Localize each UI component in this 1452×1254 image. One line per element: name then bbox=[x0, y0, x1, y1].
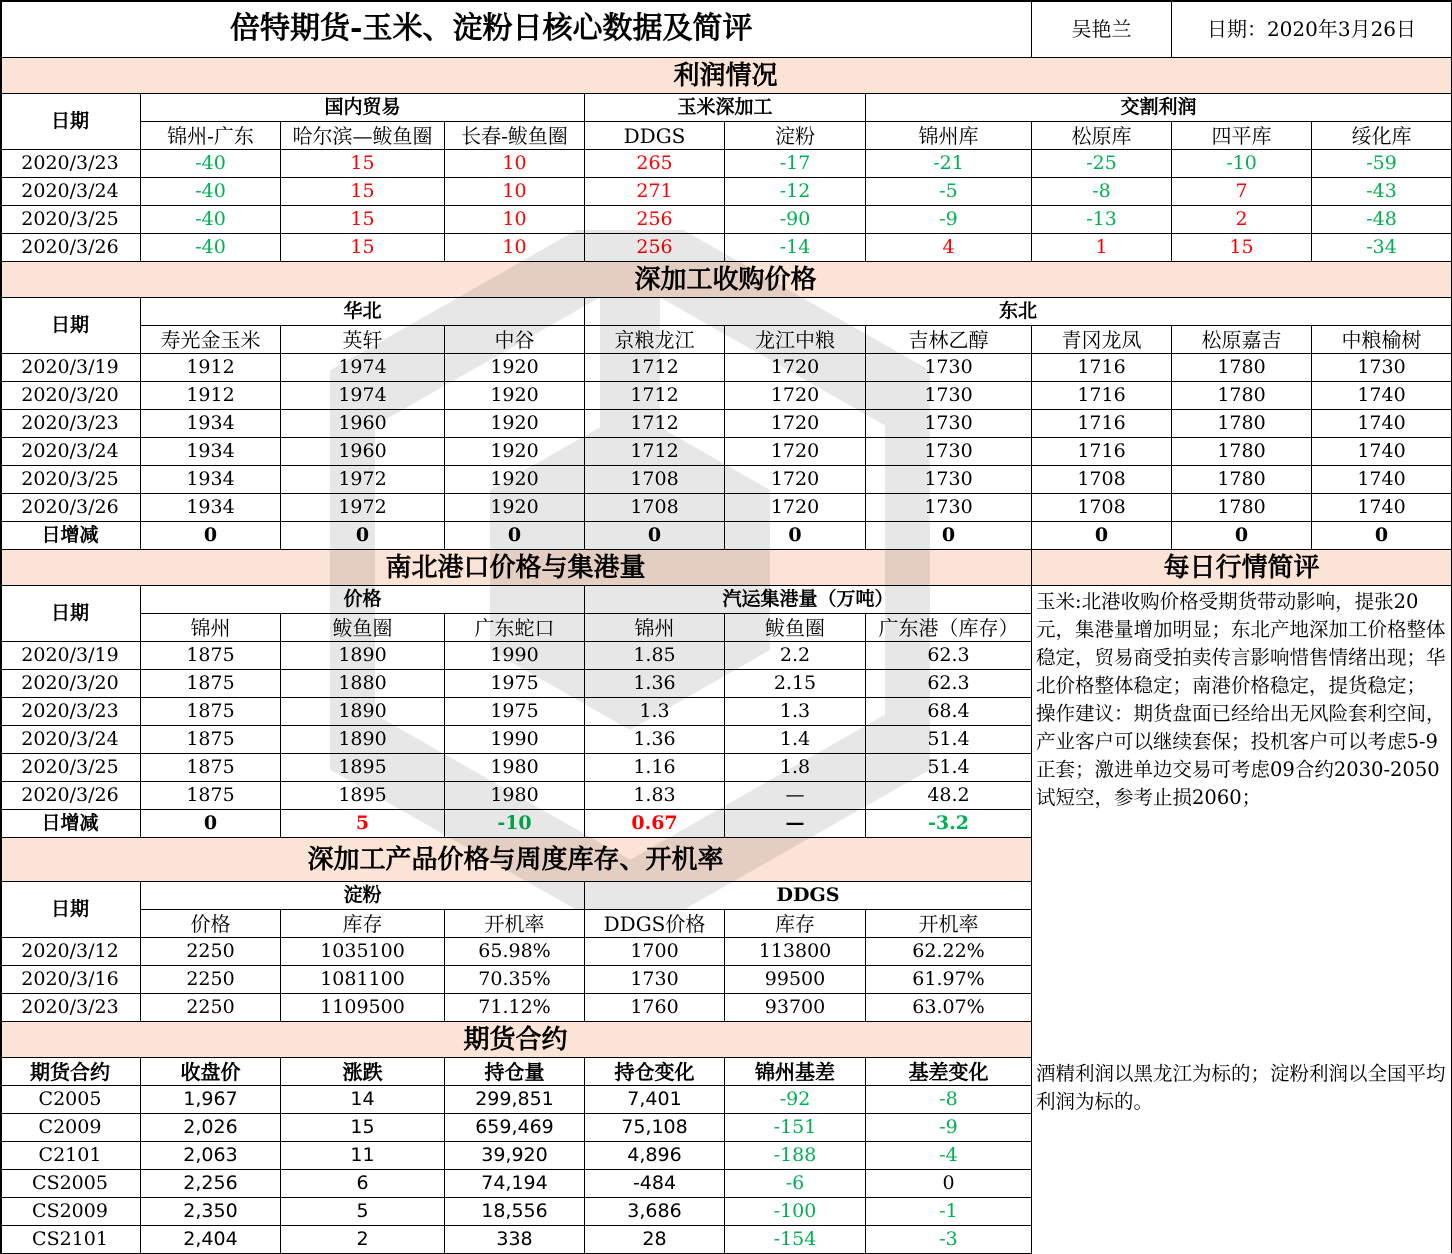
column-header: 青冈龙凤 bbox=[1032, 326, 1172, 354]
table-cell: -6 bbox=[725, 1170, 866, 1198]
table-cell: 1740 bbox=[1312, 494, 1452, 522]
table-cell: 1730 bbox=[866, 382, 1032, 410]
change-cell: -10 bbox=[445, 810, 585, 838]
table-cell: 1730 bbox=[585, 966, 725, 994]
table-cell: 1895 bbox=[281, 754, 445, 782]
table-cell: 1975 bbox=[445, 698, 585, 726]
group-header: 东北 bbox=[585, 298, 1452, 326]
table-cell: -59 bbox=[1312, 150, 1452, 178]
table-cell: 1708 bbox=[1032, 494, 1172, 522]
column-header: 松原嘉吉 bbox=[1172, 326, 1312, 354]
table-cell: 1109500 bbox=[281, 994, 445, 1022]
date-header: 日期 bbox=[0, 298, 141, 354]
table-cell: 1920 bbox=[445, 438, 585, 466]
table-cell: -9 bbox=[866, 206, 1032, 234]
table-cell: -12 bbox=[725, 178, 866, 206]
table-cell: -3 bbox=[866, 1226, 1032, 1254]
table-cell: 63.07% bbox=[866, 994, 1032, 1022]
table-cell: 15 bbox=[281, 234, 445, 262]
column-header: 广东港（库存） bbox=[866, 614, 1032, 642]
table-cell: -5 bbox=[866, 178, 1032, 206]
table-cell: -484 bbox=[585, 1170, 725, 1198]
table-cell: 1720 bbox=[725, 494, 866, 522]
row-date: 2020/3/16 bbox=[0, 966, 141, 994]
column-header: 长春-鲅鱼圈 bbox=[445, 122, 585, 150]
table-cell: 1720 bbox=[725, 382, 866, 410]
table-cell: 265 bbox=[585, 150, 725, 178]
contract-name: CS2005 bbox=[0, 1170, 141, 1198]
table-cell: -151 bbox=[725, 1114, 866, 1142]
table-cell: 1.36 bbox=[585, 670, 725, 698]
table-cell: 28 bbox=[585, 1226, 725, 1254]
column-header: 锦州 bbox=[141, 614, 281, 642]
column-header: 持仓量 bbox=[445, 1058, 585, 1086]
section-title-commentary: 每日行情简评 bbox=[1032, 550, 1452, 586]
table-cell: 18,556 bbox=[445, 1198, 585, 1226]
table-cell: 1708 bbox=[1032, 466, 1172, 494]
row-date: 2020/3/26 bbox=[0, 494, 141, 522]
table-cell: 2 bbox=[281, 1226, 445, 1254]
row-date: 2020/3/23 bbox=[0, 698, 141, 726]
section-title-purchase: 深加工收购价格 bbox=[0, 262, 1452, 298]
report-date: 日期：2020年3月26日 bbox=[1172, 0, 1452, 58]
change-cell: 5 bbox=[281, 810, 445, 838]
table-cell: 62.3 bbox=[866, 670, 1032, 698]
column-header: 基差变化 bbox=[866, 1058, 1032, 1086]
table-cell: 15 bbox=[281, 150, 445, 178]
table-cell: 1875 bbox=[141, 698, 281, 726]
table-cell: -40 bbox=[141, 150, 281, 178]
row-date: 2020/3/26 bbox=[0, 782, 141, 810]
table-cell: -188 bbox=[725, 1142, 866, 1170]
table-cell: 2.2 bbox=[725, 642, 866, 670]
table-cell: 1730 bbox=[866, 410, 1032, 438]
table-cell: 1.8 bbox=[725, 754, 866, 782]
row-date: 2020/3/19 bbox=[0, 354, 141, 382]
table-cell: 93700 bbox=[725, 994, 866, 1022]
date-header: 日期 bbox=[0, 586, 141, 642]
table-cell: 1912 bbox=[141, 354, 281, 382]
table-cell: 61.97% bbox=[866, 966, 1032, 994]
table-cell: 1912 bbox=[141, 382, 281, 410]
change-cell: 0 bbox=[445, 522, 585, 550]
table-cell: 1730 bbox=[866, 354, 1032, 382]
contract-name: CS2009 bbox=[0, 1198, 141, 1226]
section-title-port: 南北港口价格与集港量 bbox=[0, 550, 1032, 586]
group-header: 华北 bbox=[141, 298, 585, 326]
table-cell: 75,108 bbox=[585, 1114, 725, 1142]
date-header: 日期 bbox=[0, 882, 141, 938]
table-cell: 1.3 bbox=[725, 698, 866, 726]
column-header: 龙江中粮 bbox=[725, 326, 866, 354]
table-cell: 1712 bbox=[585, 382, 725, 410]
table-cell: -90 bbox=[725, 206, 866, 234]
table-cell: 14 bbox=[281, 1086, 445, 1114]
table-cell: 7,401 bbox=[585, 1086, 725, 1114]
table-cell: 2,404 bbox=[141, 1226, 281, 1254]
row-date: 2020/3/23 bbox=[0, 994, 141, 1022]
table-cell: 1780 bbox=[1172, 382, 1312, 410]
table-cell: 15 bbox=[281, 178, 445, 206]
column-header: 英轩 bbox=[281, 326, 445, 354]
table-cell: 1720 bbox=[725, 410, 866, 438]
section-title-products: 深加工产品价格与周度库存、开机率 bbox=[0, 838, 1032, 882]
table-cell: 1035100 bbox=[281, 938, 445, 966]
table-cell: -25 bbox=[1032, 150, 1172, 178]
table-cell: 0 bbox=[866, 1170, 1032, 1198]
table-cell: 1934 bbox=[141, 438, 281, 466]
table-cell: 1730 bbox=[866, 494, 1032, 522]
column-header: 中粮榆树 bbox=[1312, 326, 1452, 354]
row-date: 2020/3/23 bbox=[0, 410, 141, 438]
table-cell: 10 bbox=[445, 178, 585, 206]
column-header: 锦州基差 bbox=[725, 1058, 866, 1086]
table-cell: 1.16 bbox=[585, 754, 725, 782]
column-header: 涨跌 bbox=[281, 1058, 445, 1086]
table-cell: 1974 bbox=[281, 382, 445, 410]
column-header: 中谷 bbox=[445, 326, 585, 354]
table-cell: 15 bbox=[281, 1114, 445, 1142]
column-header: 期货合约 bbox=[0, 1058, 141, 1086]
table-cell: 113800 bbox=[725, 938, 866, 966]
group-header: 国内贸易 bbox=[141, 94, 585, 122]
table-cell: 1920 bbox=[445, 466, 585, 494]
change-cell: 0 bbox=[1172, 522, 1312, 550]
table-cell: 1720 bbox=[725, 466, 866, 494]
table-cell: 1730 bbox=[866, 438, 1032, 466]
table-cell: -10 bbox=[1172, 150, 1312, 178]
table-cell: -40 bbox=[141, 206, 281, 234]
change-cell: 0 bbox=[1312, 522, 1452, 550]
table-cell: -21 bbox=[866, 150, 1032, 178]
row-date: 2020/3/26 bbox=[0, 234, 141, 262]
table-cell: -8 bbox=[1032, 178, 1172, 206]
table-cell: 71.12% bbox=[445, 994, 585, 1022]
column-header: 鲅鱼圈 bbox=[725, 614, 866, 642]
table-cell: 1780 bbox=[1172, 410, 1312, 438]
table-cell: 2250 bbox=[141, 966, 281, 994]
table-cell: 4,896 bbox=[585, 1142, 725, 1170]
table-cell: 10 bbox=[445, 234, 585, 262]
table-cell: 4 bbox=[866, 234, 1032, 262]
column-header: 锦州库 bbox=[866, 122, 1032, 150]
table-cell: 10 bbox=[445, 150, 585, 178]
column-header: DDGS bbox=[585, 122, 725, 150]
table-cell: 1972 bbox=[281, 466, 445, 494]
table-cell: 1081100 bbox=[281, 966, 445, 994]
row-date: 2020/3/25 bbox=[0, 206, 141, 234]
table-cell: 1920 bbox=[445, 382, 585, 410]
table-cell: 1.85 bbox=[585, 642, 725, 670]
table-cell: 1730 bbox=[866, 466, 1032, 494]
table-cell: 2,350 bbox=[141, 1198, 281, 1226]
table-cell: -8 bbox=[866, 1086, 1032, 1114]
table-cell: 1980 bbox=[445, 754, 585, 782]
table-cell: 1974 bbox=[281, 354, 445, 382]
row-date: 2020/3/20 bbox=[0, 670, 141, 698]
change-cell: -3.2 bbox=[866, 810, 1032, 838]
table-cell: 1934 bbox=[141, 494, 281, 522]
table-cell: 659,469 bbox=[445, 1114, 585, 1142]
commentary-text: 玉米:北港收购价格受期货带动影响，提张20元，集港量增加明显；东北产地深加工价格整体稳定，贸易商受拍卖传言影响惜售情绪出现；华北价格整体稳定；南港价格稳定，提货稳定； 操作建议：期货盘面已经给出无风险套利空间，产业客户可以继续套保；投机客户可以考虑5-9正套；激进单边交易可考虑09合约2030-2050试短空，参考止损2060； bbox=[1036, 590, 1446, 809]
change-cell: 0 bbox=[866, 522, 1032, 550]
table-cell: -14 bbox=[725, 234, 866, 262]
column-header: 鲅鱼圈 bbox=[281, 614, 445, 642]
table-cell: 2,063 bbox=[141, 1142, 281, 1170]
table-cell: 51.4 bbox=[866, 726, 1032, 754]
contract-name: C2009 bbox=[0, 1114, 141, 1142]
section-title-futures: 期货合约 bbox=[0, 1022, 1032, 1058]
table-cell: -92 bbox=[725, 1086, 866, 1114]
table-cell: 2250 bbox=[141, 994, 281, 1022]
table-cell: 1960 bbox=[281, 438, 445, 466]
row-date: 2020/3/24 bbox=[0, 438, 141, 466]
group-header: 淀粉 bbox=[141, 882, 585, 910]
table-cell: 1980 bbox=[445, 782, 585, 810]
table-cell: 2.15 bbox=[725, 670, 866, 698]
table-cell: 1780 bbox=[1172, 466, 1312, 494]
report-title: 倍特期货-玉米、淀粉日核心数据及简评 bbox=[0, 0, 1032, 58]
table-cell: 1875 bbox=[141, 726, 281, 754]
table-cell: 1708 bbox=[585, 494, 725, 522]
column-header: 淀粉 bbox=[725, 122, 866, 150]
change-cell: 0 bbox=[1032, 522, 1172, 550]
table-cell: 1875 bbox=[141, 670, 281, 698]
table-cell: 6 bbox=[281, 1170, 445, 1198]
table-cell: 62.22% bbox=[866, 938, 1032, 966]
table-cell: 1720 bbox=[725, 438, 866, 466]
table-cell: -34 bbox=[1312, 234, 1452, 262]
date-header: 日期 bbox=[0, 94, 141, 150]
contract-name: C2005 bbox=[0, 1086, 141, 1114]
table-cell: 1716 bbox=[1032, 354, 1172, 382]
change-cell: — bbox=[725, 810, 866, 838]
column-header: 库存 bbox=[725, 910, 866, 938]
change-label: 日增减 bbox=[0, 522, 141, 550]
table-cell: 338 bbox=[445, 1226, 585, 1254]
table-cell: 1780 bbox=[1172, 438, 1312, 466]
table-cell: 1880 bbox=[281, 670, 445, 698]
table-cell: 39,920 bbox=[445, 1142, 585, 1170]
column-header: 吉林乙醇 bbox=[866, 326, 1032, 354]
table-cell: 1,967 bbox=[141, 1086, 281, 1114]
table-cell: 1990 bbox=[445, 726, 585, 754]
table-cell: 1730 bbox=[1312, 354, 1452, 382]
section-title-profit: 利润情况 bbox=[0, 58, 1452, 94]
column-header: DDGS价格 bbox=[585, 910, 725, 938]
table-cell: 1.3 bbox=[585, 698, 725, 726]
table-cell: 3,686 bbox=[585, 1198, 725, 1226]
footnote-text: 酒精利润以黑龙江为标的；淀粉利润以全国平均利润为标的。 bbox=[1032, 1058, 1452, 1253]
table-cell: 15 bbox=[1172, 234, 1312, 262]
table-cell: 1890 bbox=[281, 642, 445, 670]
table-cell: -40 bbox=[141, 234, 281, 262]
table-cell: 1920 bbox=[445, 354, 585, 382]
table-cell: 1708 bbox=[585, 466, 725, 494]
table-cell: 1740 bbox=[1312, 382, 1452, 410]
group-header: 汽运集港量（万吨） bbox=[585, 586, 1032, 614]
table-cell: 1716 bbox=[1032, 438, 1172, 466]
row-date: 2020/3/20 bbox=[0, 382, 141, 410]
table-cell: 1712 bbox=[585, 410, 725, 438]
column-header: 库存 bbox=[281, 910, 445, 938]
row-date: 2020/3/25 bbox=[0, 754, 141, 782]
column-header: 四平库 bbox=[1172, 122, 1312, 150]
table-cell: -154 bbox=[725, 1226, 866, 1254]
table-cell: 15 bbox=[281, 206, 445, 234]
table-cell: 2 bbox=[1172, 206, 1312, 234]
change-label: 日增减 bbox=[0, 810, 141, 838]
table-cell: 1895 bbox=[281, 782, 445, 810]
table-cell: 1890 bbox=[281, 726, 445, 754]
table-cell: 1875 bbox=[141, 754, 281, 782]
table-cell: 1.36 bbox=[585, 726, 725, 754]
table-cell: 299,851 bbox=[445, 1086, 585, 1114]
table-cell: -40 bbox=[141, 178, 281, 206]
table-cell: 1990 bbox=[445, 642, 585, 670]
table-cell: 1875 bbox=[141, 642, 281, 670]
table-cell: — bbox=[725, 782, 866, 810]
contract-name: C2101 bbox=[0, 1142, 141, 1170]
column-header: 开机率 bbox=[866, 910, 1032, 938]
column-header: 价格 bbox=[141, 910, 281, 938]
table-cell: 1920 bbox=[445, 410, 585, 438]
table-cell: 74,194 bbox=[445, 1170, 585, 1198]
table-cell: -9 bbox=[866, 1114, 1032, 1142]
change-cell: 0.67 bbox=[585, 810, 725, 838]
table-cell: 1780 bbox=[1172, 354, 1312, 382]
column-header: 绥化库 bbox=[1312, 122, 1452, 150]
table-cell: 1972 bbox=[281, 494, 445, 522]
table-cell: 1934 bbox=[141, 410, 281, 438]
column-header: 锦州-广东 bbox=[141, 122, 281, 150]
table-cell: 1920 bbox=[445, 494, 585, 522]
table-cell: 5 bbox=[281, 1198, 445, 1226]
table-cell: 51.4 bbox=[866, 754, 1032, 782]
row-date: 2020/3/24 bbox=[0, 726, 141, 754]
table-cell: 271 bbox=[585, 178, 725, 206]
table-cell: 2250 bbox=[141, 938, 281, 966]
table-cell: 48.2 bbox=[866, 782, 1032, 810]
table-cell: 1740 bbox=[1312, 410, 1452, 438]
change-cell: 0 bbox=[281, 522, 445, 550]
table-cell: 1712 bbox=[585, 438, 725, 466]
table-cell: 1875 bbox=[141, 782, 281, 810]
change-cell: 0 bbox=[585, 522, 725, 550]
table-cell: 1975 bbox=[445, 670, 585, 698]
table-cell: 1700 bbox=[585, 938, 725, 966]
table-cell: 1712 bbox=[585, 354, 725, 382]
table-cell: 65.98% bbox=[445, 938, 585, 966]
column-header: 收盘价 bbox=[141, 1058, 281, 1086]
column-header: 广东蛇口 bbox=[445, 614, 585, 642]
table-cell: 256 bbox=[585, 206, 725, 234]
group-header: 交割利润 bbox=[866, 94, 1452, 122]
column-header: 锦州 bbox=[585, 614, 725, 642]
table-cell: 7 bbox=[1172, 178, 1312, 206]
group-header: 价格 bbox=[141, 586, 585, 614]
table-cell: -1 bbox=[866, 1198, 1032, 1226]
table-cell: 1716 bbox=[1032, 382, 1172, 410]
table-cell: 1716 bbox=[1032, 410, 1172, 438]
group-header: DDGS bbox=[585, 882, 1032, 910]
table-cell: -43 bbox=[1312, 178, 1452, 206]
author-name: 吴艳兰 bbox=[1032, 0, 1172, 58]
table-cell: 1934 bbox=[141, 466, 281, 494]
table-cell: 11 bbox=[281, 1142, 445, 1170]
row-date: 2020/3/24 bbox=[0, 178, 141, 206]
row-date: 2020/3/25 bbox=[0, 466, 141, 494]
table-cell: -48 bbox=[1312, 206, 1452, 234]
change-cell: 0 bbox=[141, 522, 281, 550]
table-cell: -100 bbox=[725, 1198, 866, 1226]
table-cell: 10 bbox=[445, 206, 585, 234]
row-date: 2020/3/12 bbox=[0, 938, 141, 966]
table-cell: 99500 bbox=[725, 966, 866, 994]
table-cell: 1740 bbox=[1312, 438, 1452, 466]
table-cell: -13 bbox=[1032, 206, 1172, 234]
change-cell: 0 bbox=[725, 522, 866, 550]
table-cell: 1.4 bbox=[725, 726, 866, 754]
table-cell: 70.35% bbox=[445, 966, 585, 994]
table-cell: 1720 bbox=[725, 354, 866, 382]
table-cell: 1740 bbox=[1312, 466, 1452, 494]
column-header: 开机率 bbox=[445, 910, 585, 938]
table-cell: 2,026 bbox=[141, 1114, 281, 1142]
row-date: 2020/3/19 bbox=[0, 642, 141, 670]
table-cell: 2,256 bbox=[141, 1170, 281, 1198]
contract-name: CS2101 bbox=[0, 1226, 141, 1254]
group-header: 玉米深加工 bbox=[585, 94, 866, 122]
change-cell: 0 bbox=[141, 810, 281, 838]
column-header: 松原库 bbox=[1032, 122, 1172, 150]
table-cell: 1.83 bbox=[585, 782, 725, 810]
column-header: 京粮龙江 bbox=[585, 326, 725, 354]
table-cell: 62.3 bbox=[866, 642, 1032, 670]
table-cell: 68.4 bbox=[866, 698, 1032, 726]
row-date: 2020/3/23 bbox=[0, 150, 141, 178]
table-cell: -4 bbox=[866, 1142, 1032, 1170]
table-cell: 1 bbox=[1032, 234, 1172, 262]
column-header: 寿光金玉米 bbox=[141, 326, 281, 354]
table-cell: 1960 bbox=[281, 410, 445, 438]
table-cell: 1760 bbox=[585, 994, 725, 1022]
column-header: 哈尔滨—鲅鱼圈 bbox=[281, 122, 445, 150]
table-cell: 1890 bbox=[281, 698, 445, 726]
table-cell: 256 bbox=[585, 234, 725, 262]
table-cell: 1780 bbox=[1172, 494, 1312, 522]
column-header: 持仓变化 bbox=[585, 1058, 725, 1086]
table-cell: -17 bbox=[725, 150, 866, 178]
